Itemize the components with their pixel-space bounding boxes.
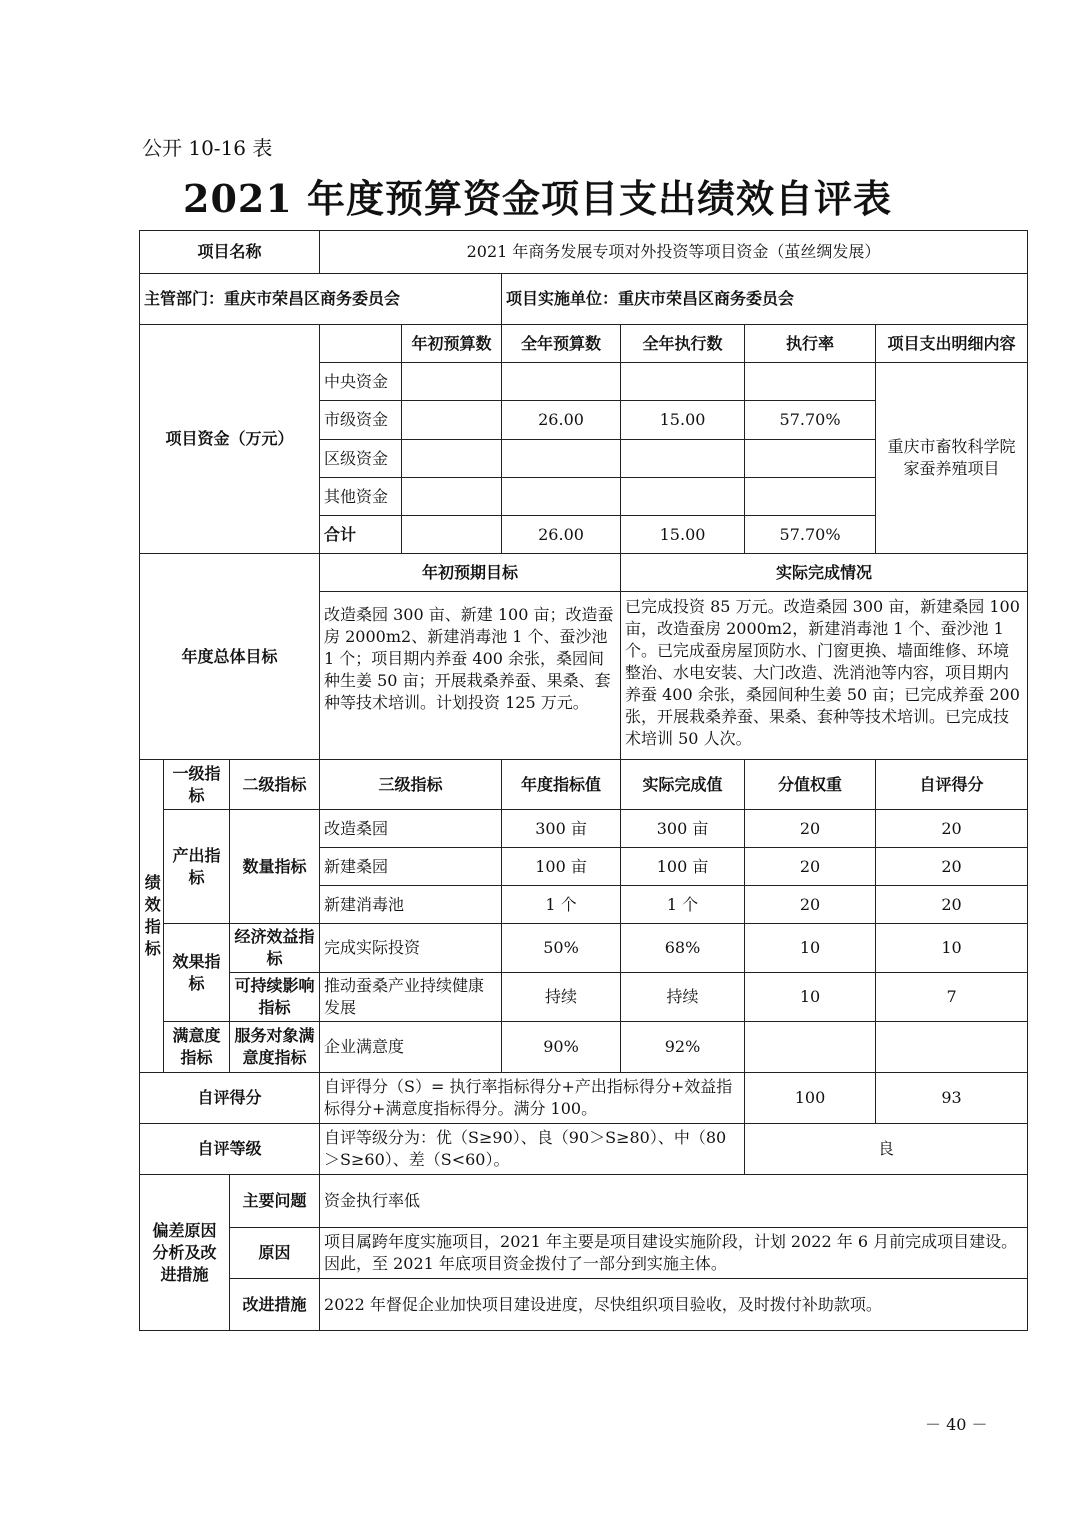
indicator-name: 推动蚕桑产业持续健康发展 (320, 973, 502, 1022)
goals-actual-header: 实际完成情况 (621, 554, 1028, 592)
indicators-header-level1: 一级指标 (164, 760, 230, 810)
page-number: － 40 － (925, 1415, 988, 1434)
funds-detail: 重庆市畜牧科学院家蚕养殖项目 (876, 363, 1028, 554)
indicators-header-score: 自评得分 (876, 760, 1028, 810)
funds-row-initial (402, 401, 502, 440)
self-score-formula: 自评得分（S）= 执行率指标得分+产出指标得分+效益指标得分+满意度指标得分。满分 100。 (320, 1073, 745, 1124)
funds-header-executed: 全年执行数 (621, 325, 745, 363)
satisfaction-level2: 服务对象满意度指标 (230, 1022, 320, 1073)
indicator-actual: 持续 (621, 973, 745, 1022)
funds-row-annual (502, 440, 621, 478)
goals-header-row (140, 554, 1028, 592)
indicator-target: 300 亩 (502, 810, 621, 848)
indicator-score: 20 (876, 886, 1028, 924)
indicator-actual: 300 亩 (621, 810, 745, 848)
funds-row-rate (745, 440, 876, 478)
funds-row-name: 其他资金 (320, 478, 402, 516)
self-score-label: 自评得分 (140, 1073, 320, 1124)
main-issue-label: 主要问题 (230, 1175, 320, 1228)
project-name-label: 项目名称 (140, 231, 320, 274)
funds-row-initial (402, 440, 502, 478)
funds-row-initial (402, 363, 502, 401)
deviation-issue-row (140, 1175, 1028, 1228)
indicators-header-target: 年度指标值 (502, 760, 621, 810)
page-title: 2021 年度预算资金项目支出绩效自评表 (183, 176, 892, 221)
funds-row-annual (502, 478, 621, 516)
funds-label: 项目资金（万元） (140, 325, 320, 554)
deviation-measures-row (140, 1279, 1028, 1331)
funds-row-initial (402, 478, 502, 516)
indicator-name: 企业满意度 (320, 1022, 502, 1073)
indicator-weight: 20 (745, 848, 876, 886)
funds-header-annual: 全年预算数 (502, 325, 621, 363)
self-evaluation-table (139, 230, 1028, 1331)
indicator-row (140, 973, 1028, 1022)
funds-row-name: 中央资金 (320, 363, 402, 401)
indicators-header-level3: 三级指标 (320, 760, 502, 810)
indicators-header-weight: 分值权重 (745, 760, 876, 810)
indicators-section-label (140, 760, 164, 1073)
indicator-name: 完成实际投资 (320, 924, 502, 973)
indicator-score (876, 1022, 1028, 1073)
self-grade-value: 良 (745, 1124, 1028, 1175)
funds-total-name: 合计 (320, 516, 402, 554)
indicator-target: 持续 (502, 973, 621, 1022)
satisfaction-level1: 满意度指标 (164, 1022, 230, 1073)
funds-row-executed: 15.00 (621, 401, 745, 440)
funds-row-rate (745, 363, 876, 401)
goals-actual: 已完成投资 85 万元。改造桑园 300 亩，新建桑园 100 亩，改造蚕房 2000m2，新建消毒池 1 个、蚕沙池 1 个。已完成蚕房屋顶防水、门窗更换、墙面维修、环境整治、水电安装、大门改造、洗消池等内容，项目期内养蚕 400 余张，桑园间种生姜 50 亩；已完成养蚕 200 张，开展栽桑养蚕、果桑、套种等技术培训。已完成技术培训 50 人次。 (621, 592, 1028, 760)
funds-header-row (140, 325, 1028, 363)
deviation-reason-row (140, 1228, 1028, 1279)
funds-row-rate: 57.70% (745, 401, 876, 440)
funds-header-rate: 执行率 (745, 325, 876, 363)
funds-header-empty (320, 325, 402, 363)
indicator-score: 20 (876, 848, 1028, 886)
indicators-header-row (140, 760, 1028, 810)
indicator-row (140, 1022, 1028, 1073)
indicator-actual: 1 个 (621, 886, 745, 924)
funds-row-annual (502, 363, 621, 401)
project-name-value: 2021 年商务发展专项对外投资等项目资金（茧丝绸发展） (320, 231, 1028, 274)
funds-total-annual: 26.00 (502, 516, 621, 554)
indicator-weight (745, 1022, 876, 1073)
measures-value: 2022 年督促企业加快项目建设进度，尽快组织项目验收，及时拨付补助款项。 (320, 1279, 1028, 1331)
deviation-label (140, 1175, 230, 1331)
goals-label: 年度总体目标 (140, 554, 320, 760)
reason-label: 原因 (230, 1228, 320, 1279)
indicator-target: 1 个 (502, 886, 621, 924)
funds-row-name: 市级资金 (320, 401, 402, 440)
indicator-name: 新建消毒池 (320, 886, 502, 924)
reason-value: 项目属跨年度实施项目，2021 年主要是项目建设实施阶段，计划 2022 年 6 月前完成项目建设。因此，至 2021 年底项目资金拨付了一部分到实施主体。 (320, 1228, 1028, 1279)
project-name-row (140, 231, 1028, 274)
output-level1: 产出指标 (164, 810, 230, 924)
funds-total-rate: 57.70% (745, 516, 876, 554)
indicator-target: 50% (502, 924, 621, 973)
indicator-weight: 20 (745, 810, 876, 848)
indicators-header-actual: 实际完成值 (621, 760, 745, 810)
indicator-name: 改造桑园 (320, 810, 502, 848)
funds-total-initial (402, 516, 502, 554)
funds-row-executed (621, 478, 745, 516)
department-row (140, 274, 1028, 325)
funds-row-executed (621, 363, 745, 401)
funds-total-executed: 15.00 (621, 516, 745, 554)
self-score-full: 100 (745, 1073, 876, 1124)
self-grade-row (140, 1124, 1028, 1175)
funds-header-detail: 项目支出明细内容 (876, 325, 1028, 363)
funds-row-executed (621, 440, 745, 478)
indicator-name: 新建桑园 (320, 848, 502, 886)
goals-expected: 改造桑园 300 亩、新建 100 亩；改造蚕房 2000m2、新建消毒池 1 个、蚕沙池 1 个；项目期内养蚕 400 余张，桑园间种生姜 50 亩；开展栽桑养蚕、果桑、套种等技术培训。计划投资 125 万元。 (320, 592, 621, 760)
output-level2: 数量指标 (230, 810, 320, 924)
indicator-target: 100 亩 (502, 848, 621, 886)
funds-header-initial: 年初预算数 (402, 325, 502, 363)
indicators-section-text: 绩效指标 (144, 873, 161, 958)
indicator-row (140, 810, 1028, 848)
funds-row-rate (745, 478, 876, 516)
indicator-actual: 68% (621, 924, 745, 973)
indicators-header-level2: 二级指标 (230, 760, 320, 810)
indicator-weight: 10 (745, 973, 876, 1022)
self-score-row (140, 1073, 1028, 1124)
self-grade-label: 自评等级 (140, 1124, 320, 1175)
self-score-value: 93 (876, 1073, 1028, 1124)
indicator-weight: 10 (745, 924, 876, 973)
self-grade-description: 自评等级分为：优（S≥90）、良（90＞S≥80）、中（80＞S≥60）、差（S<60）。 (320, 1124, 745, 1175)
goals-expected-header: 年初预期目标 (320, 554, 621, 592)
deviation-label-text: 偏差原因分析及改进措施 (152, 1220, 217, 1284)
supervising-department: 主管部门：重庆市荣昌区商务委员会 (140, 274, 502, 325)
measures-label: 改进措施 (230, 1279, 320, 1331)
funds-row-annual: 26.00 (502, 401, 621, 440)
effect-level2-economic: 经济效益指标 (230, 924, 320, 973)
effect-level2-sustainable: 可持续影响指标 (230, 973, 320, 1022)
effect-level1: 效果指标 (164, 924, 230, 1022)
implementing-unit: 项目实施单位：重庆市荣昌区商务委员会 (502, 274, 1028, 325)
indicator-actual: 92% (621, 1022, 745, 1073)
indicator-actual: 100 亩 (621, 848, 745, 886)
indicator-row (140, 924, 1028, 973)
indicator-score: 20 (876, 810, 1028, 848)
main-issue-value: 资金执行率低 (320, 1175, 1028, 1228)
indicator-weight: 20 (745, 886, 876, 924)
indicator-score: 7 (876, 973, 1028, 1022)
indicator-target: 90% (502, 1022, 621, 1073)
indicator-score: 10 (876, 924, 1028, 973)
table-code: 公开 10-16 表 (142, 136, 273, 160)
funds-row-name: 区级资金 (320, 440, 402, 478)
